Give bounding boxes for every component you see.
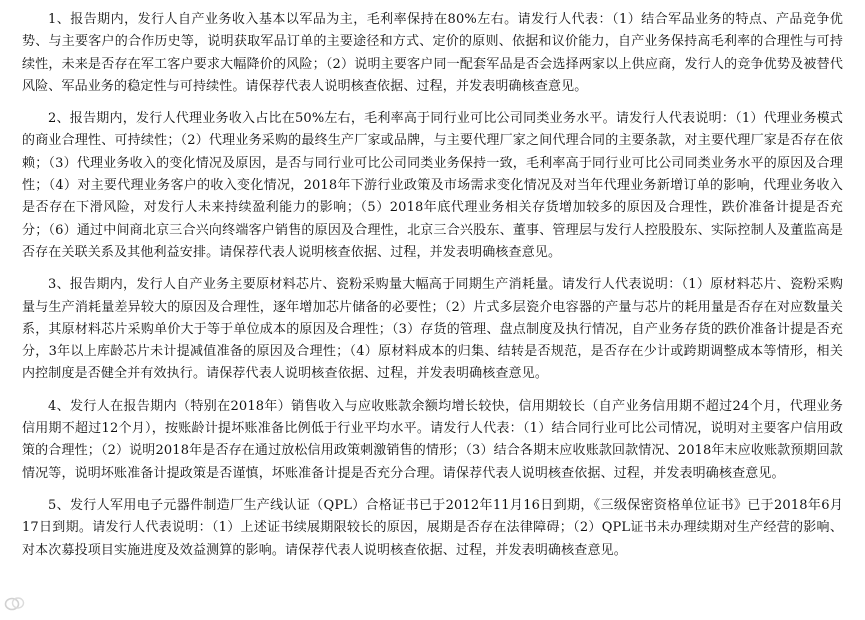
paragraph-3: 3、报告期内，发行人自产业务主要原材料芯片、瓷粉采购量大幅高于同期生产消耗量。请发行人代表说明：（1）原材料芯片、瓷粉采购量与生产消耗量差异较大的原因及合理性，逐年增加芯片储备的必要性；（2）片式多层瓷介电容器的产量与芯片的耗用量是否存在对应数量关系，其原材料芯片采购单价大于等于单位成本的原因及合理性；（3）存货的管理、盘点制度及执行情况，自产业务存货的跌价准备计提是否充分，3年以上库龄芯片未计提减值准备的原因及合理性；（4）原材料成本的归集、结转是否规范，是否存在少计或跨期调整成本等情形，相关内控制度是否健全并有效执行。请保荐代表人说明核查依据、过程，并发表明确核查意见。	[22, 277, 843, 382]
paragraph-2: 2、报告期内，发行人代理业务收入占比在50%左右，毛利率高于同行业可比公司同类业务水平。请发行人代表说明：（1）代理业务模式的商业合理性、可持续性；（2）代理业务采购的最终生产厂家或品牌，与主要代理厂家之间代理合同的主要条款，对主要代理厂家是否存在依赖；（3）代理业务收入的变化情况及原因，是否与同行业可比公司同类业务保持一致，毛利率高于同行业可比公司同类业务水平的原因及合理性；（4）对主要代理业务客户的收入变化情况，2018年下游行业政策及市场需求变化情况及对当年代理业务新增订单的影响，代理业务收入是否存在下滑风险，对发行人未来持续盈利能力的影响；（5）2018年底代理业务相关存货增加较多的原因及合理性，跌价准备计提是否充分；（6）通过中间商北京三合兴向终端客户销售的原因及合理性，北京三合兴股东、董事、管理层与发行人控股股东、实际控制人及董监高是否存在关联关系及其他利益安排。请保荐代表人说明核查依据、过程，并发表明确核查意见。	[22, 111, 843, 260]
paragraph-1: 1、报告期内，发行人自产业务收入基本以军品为主，毛利率保持在80%左右。请发行人代表：（1）结合军品业务的特点、产品竞争优势、与主要客户的合作历史等，说明获取军品订单的主要途径和方式、定价的原则、依据和议价能力，自产业务保持高毛利率的合理性与可持续性，未来是否存在军工客户要求大幅降价的风险；（2）说明主要客户同一配套军品是否会选择两家以上供应商，发行人的竞争优势及被替代风险、军品业务的稳定性与可持续性。请保荐代表人说明核查依据、过程，并发表明确核查意见。	[22, 12, 843, 94]
paragraph-5: 5、发行人军用电子元器件制造厂生产线认证（QPL）合格证书已于2012年11月16日到期，《三级保密资格单位证书》已于2018年6月17日到期。请发行人代表说明：（1）上述证书续展期限较长的原因，展期是否存在法律障碍；（2）QPL证书未办理续期对生产经营的影响、对本次募投项目实施进度及效益测算的影响。请保荐代表人说明核查依据、过程，并发表明确核查意见。	[22, 497, 843, 558]
paragraph-4: 4、发行人在报告期内（特别在2018年）销售收入与应收账款余额均增长较快，信用期较长（自产业务信用期不超过24个月，代理业务信用期不超过12个月），按账龄计提坏账准备比例低于行业平均水平。请发行人代表：（1）结合同行业可比公司情况，说明对主要客户信用政策的合理性；（2）说明2018年是否存在通过放松信用政策刺激销售的情形；（3）结合各期末应收账款回款情况、2018年末应收账款预期回款情况等，说明坏账准备计提政策是否谨慎，坏账准备计提是否充分合理。请保荐代表人说明核查依据、过程，并发表明确核查意见。	[22, 398, 843, 481]
watermark-logo-icon	[4, 594, 26, 612]
